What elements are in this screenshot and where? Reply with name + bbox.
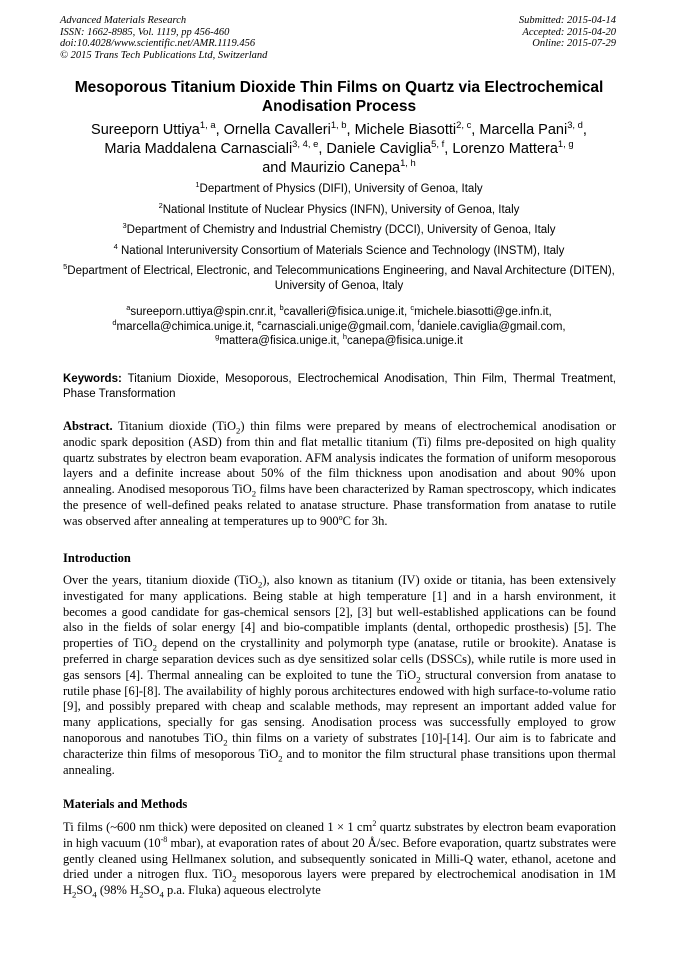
journal-info <box>60 15 267 61</box>
keywords-text: Titanium Dioxide, Mesoporous, Electrochemical Anodisation, Thin Film, Thermal Treatment, Phase Transformation <box>63 373 616 400</box>
author-sup: 3, d <box>567 119 583 131</box>
materials-and-methods <box>63 820 616 899</box>
author-sup: 1, b <box>330 119 347 131</box>
author-name: Marcella Pani <box>479 122 568 138</box>
author-sup: 2, c <box>456 119 472 131</box>
author-line-3: and Maurizio Canepa$^{1, h}$ <box>262 157 416 176</box>
title-line-1: Mesoporous Titanium Dioxide Thin Films on Quartz via Electrochemical <box>74 79 604 96</box>
email-link[interactable]: michele.biasotti@ge.infn.it <box>414 306 549 318</box>
author-sup: 1, h <box>400 157 416 169</box>
author-sup: 1, g <box>557 138 574 150</box>
author-line-2: Maria Maddalena Carnasciali$^{3, 4, e}$, Daniele Caviglia$^{5, f}$, Lorenzo Mattera$^{1, g}$ <box>104 138 574 157</box>
abstract-label: Abstract. <box>63 419 113 433</box>
abstract-paragraph: Abstract. Titanium dioxide (TiO$_2$) thin films were prepared by means of electrochemical anodisation or anodic spark deposition (ASD) from thin and flat metallic titanium (Ti) films pre-deposited on high quality quartz substrates by electron beam evaporation. AFM analysis indicates the formation of uniform mesoporous layers and a definite increase about 50% of the film thickness upon anodisation and about 90% upon annealing. Anodised mesoporous TiO$_2$ films have been characterized by Raman spectroscopy, which indicates the presence of well-defined peaks related to anatase structure. Phase transformation from anatase to rutile was observed after annealing at temperatures up to 900$^o$C for 3h. <box>63 419 617 528</box>
abstract <box>63 419 616 530</box>
keywords-label: Keywords: <box>63 373 122 385</box>
author-name: Ornella Cavalleri <box>223 122 331 138</box>
affiliations <box>40 182 638 299</box>
author-name: Maria Maddalena Carnasciali <box>104 141 293 157</box>
author-name: Daniele Caviglia <box>326 141 432 157</box>
affiliation: $^4$ National Interuniversity Consortium of Materials Science and Technology (INSTM), Italy <box>113 241 565 257</box>
author-line-1: Sureeporn Uttiya$^{1, a}$, Ornella Cavalleri$^{1, b}$, Michele Biasotti$^{2, c}$, Marcella Pani$^{3, d}$, <box>91 119 587 138</box>
email-link[interactable]: carnasciali.unige@gmail.com <box>261 320 412 333</box>
publication-dates <box>519 15 616 50</box>
affiliation: $^1$Department of Physics (DIFI), University of Genoa, Italy <box>195 180 483 195</box>
author-sup: 1, a <box>199 119 216 131</box>
date-submitted: Submitted: 2015-04-14 <box>518 15 616 26</box>
title-line-2: Anodisation Process <box>261 98 417 115</box>
journal-doi: doi:10.4028/www.scientific.net/AMR.1119.456 <box>60 38 256 50</box>
author-name: Maurizio Canepa <box>290 160 401 176</box>
email-link[interactable]: sureeporn.uttiya@spin.cnr.it <box>130 306 274 318</box>
email-link[interactable]: daniele.caviglia@gmail.com <box>419 320 563 333</box>
journal-name: Advanced Materials Research <box>60 15 187 26</box>
email-link[interactable]: mattera@fisica.unige.it <box>219 335 337 347</box>
author-name: Michele Biasotti <box>354 122 457 138</box>
author-sup: 3, 4, e <box>292 138 319 150</box>
affiliation: $^2$National Institute of Nuclear Physics (INFN), University of Genoa, Italy <box>158 200 520 216</box>
author-emails <box>40 305 638 349</box>
email-link[interactable]: marcella@chimica.unige.it <box>116 320 251 333</box>
introduction <box>63 573 616 778</box>
methods-paragraph: Ti films (~600 nm thick) were deposited on cleaned 1 × 1 $cm^2$ quartz substrates by electron beam evaporation in high vacuum ($10^{-8}$ mbar), at evaporation rates of about 20 Å/sec. Before evaporation, quartz substrates were gently cleaned using Hellmanex solution, and subsequently sonicated in Milli-Q water, ethanol, acetone and dried under a nitrogen flux. TiO$_2$ mesoporous layers were prepared by electrochemical anodisation in 1M $H_2SO_4$ (98% $H_2SO_4$ p.a. Fluka) aqueous electrolyte <box>63 818 617 900</box>
paper-title <box>40 78 638 116</box>
email-line-2: $^d$marcella@chimica.unige.it, $^e$carnasciali.unige@gmail.com, $^f$daniele.caviglia@gmail.com, <box>112 317 566 333</box>
affiliation: $^5$Department of Electrical, Electronic, and Telecommunications Engineering, and Naval Architecture (DITEN), University of Genoa, Italy <box>63 262 615 292</box>
email-line-1: $^a$sureeporn.uttiya@spin.cnr.it, $^b$cavalleri@fisica.unige.it, $^c$michele.biasotti@ge.infn.it, <box>126 303 552 318</box>
author-name: Lorenzo Mattera <box>452 141 558 157</box>
journal-copyright: © 2015 Trans Tech Publications Ltd, Switzerland <box>60 49 268 61</box>
keywords <box>63 372 616 401</box>
date-online: Online: 2015-07-29 <box>532 38 616 50</box>
date-accepted: Accepted: 2015-04-20 <box>522 26 616 38</box>
author-sup: 5, f <box>431 138 445 150</box>
section-heading-introduction: Introduction <box>63 551 131 565</box>
author-list <box>40 121 638 178</box>
email-line-3: $^g$mattera@fisica.unige.it, $^h$canepa@fisica.unige.it <box>215 332 463 347</box>
journal-issn: ISSN: 1662-8985, Vol. 1119, pp 456-460 <box>60 26 230 38</box>
intro-paragraph: Over the years, titanium dioxide (TiO$_2$), also known as titanium (IV) oxide or titania, has been extensively investigated for many applications. Being stable at high temperature [1] and in a harsh environment, it becomes a good candidate for gas-chemical sensors [2], [3] but well-established applications can be found also in the fields of solar energy [4] and bio-compatible implants (dental, orthopedic prosthesis) [5]. The properties of TiO$_2$ depend on the crystallinity and polymorph type (anatase, rutile or brookite). Anatase is preferred in charge separation devices such as dye sensitized solar cells (DSSCs), while rutile is more used in gas sensors [4]. Thermal annealing can be exploited to tune the TiO$_2$ structural conversion from anatase to rutile phase [6]-[8]. The availability of highly porous architectures endowed with high surface-to-volume ratio [9], and possibly prepared with cheap and scalable methods, may represent an important added value for many applications, specially for gas sensing. Anodisation process was successfully employed to grow nanoporous and nanotubes TiO$_2$ thin films on a variety of substrates [10]-[14]. Our aim is to fabricate and characterize thin films of mesoporous TiO$_2$ and to monitor the film structural phase transitions upon thermal annealing. <box>63 573 616 777</box>
section-heading-methods: Materials and Methods <box>63 797 188 811</box>
email-link[interactable]: cavalleri@fisica.unige.it <box>283 306 405 318</box>
affiliation: $^3$Department of Chemistry and Industrial Chemistry (DCCI), University of Genoa, Italy <box>122 221 556 236</box>
email-link[interactable]: canepa@fisica.unige.it <box>346 335 463 347</box>
author-name: Sureeporn Uttiya <box>91 122 200 138</box>
